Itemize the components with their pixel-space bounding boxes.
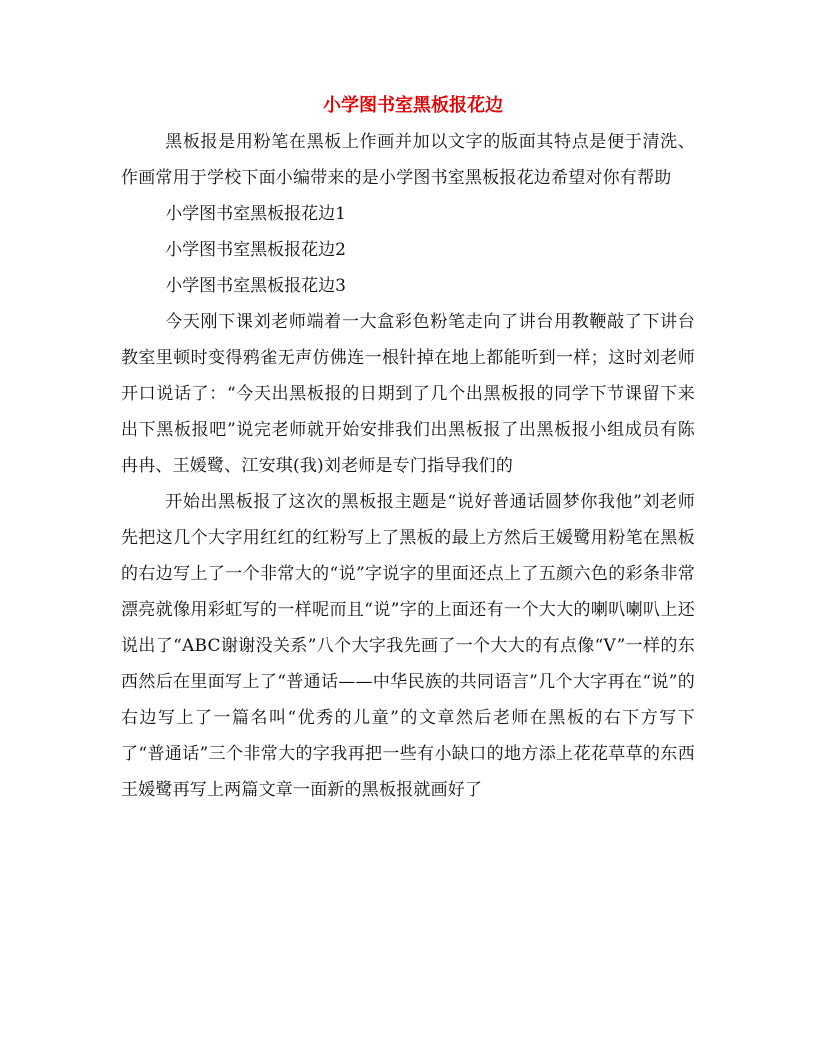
list-item: 小学图书室黑板报花边2 xyxy=(165,240,347,260)
list-item: 小学图书室黑板报花边3 xyxy=(165,276,347,296)
intro-paragraph: 黑板报是用粉笔在黑板上作画并加以文字的版面其特点是便于清洗、作画常用于学校下面小编带来的是小学图书室黑板报花边希望对你有帮助 xyxy=(121,132,695,188)
body-paragraph: 开始出黑板报了这次的黑板报主题是“说好普通话圆梦你我他”刘老师先把这几个大字用红红的红粉写上了黑板的最上方然后王媛鹭用粉笔在黑板的右边写上了一个非常大的“说”字说字的里面还点上了五颜六色的彩条非常漂亮就像用彩虹写的一样呢而且“说”字的上面还有一个大大的喇叭喇叭上还说出了“ABC谢谢没关系”八个大字我先画了一个大大的有点像“V”一样的东西然后在里面写上了“普通话——中华民族的共同语言”几个大字再在“说”的右边写上了一篇名叫“优秀的儿童”的文章然后老师在黑板的右下方写下了“普通话”三个非常大的字我再把一些有小缺口的地方添上花花草草的东西王媛鹭再写上两篇文章一面新的黑板报就画好了 xyxy=(121,492,695,800)
document-page xyxy=(121,92,695,808)
list-item: 小学图书室黑板报花边1 xyxy=(165,204,347,224)
body-paragraph: 今天刚下课刘老师端着一大盒彩色粉笔走向了讲台用教鞭敲了下讲台教室里顿时变得鸦雀无声仿佛连一根针掉在地上都能听到一样；这时刘老师开口说话了：“今天出黑板报的日期到了几个出黑板报的同学下节课留下来出下黑板报吧”说完老师就开始安排我们出黑板报了出黑板报小组成员有陈冉冉、王媛鹭、江安琪(我)刘老师是专门指导我们的 xyxy=(121,312,695,476)
document-title: 小学图书室黑板报花边 xyxy=(323,95,503,116)
